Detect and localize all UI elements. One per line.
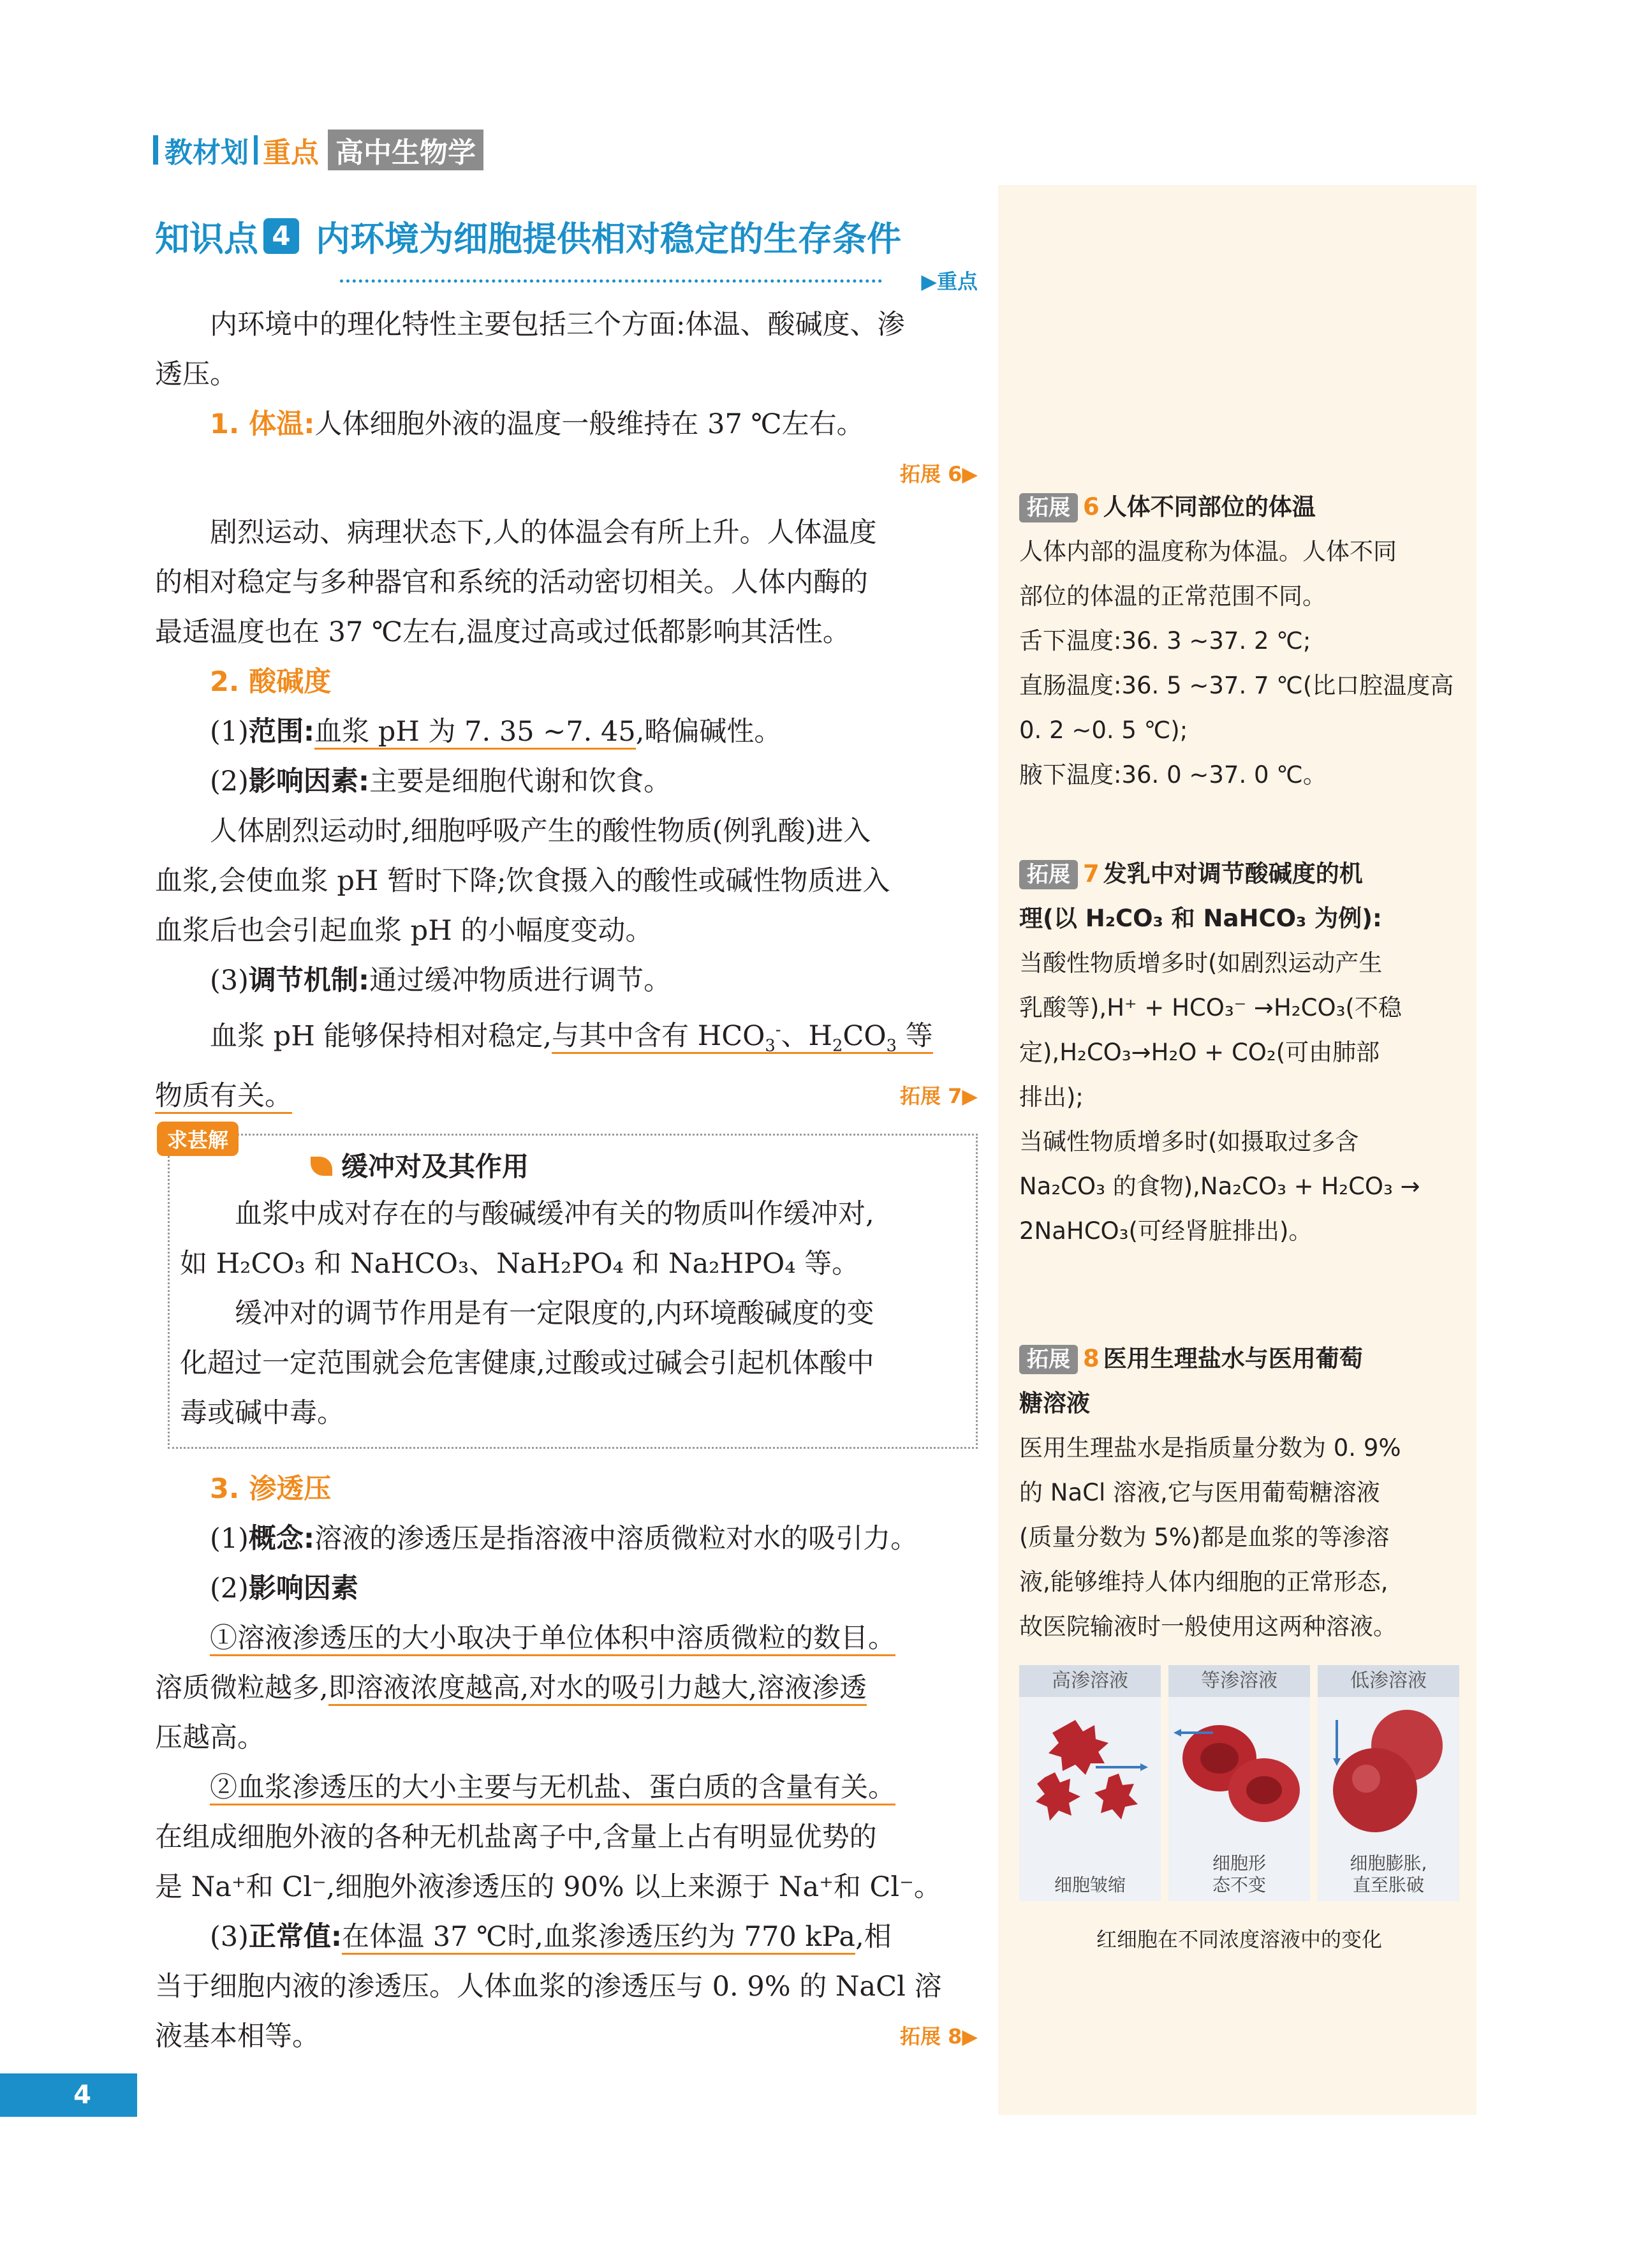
ext7-tag: 拓展 xyxy=(1019,860,1078,889)
hco3-sup: - xyxy=(775,1021,781,1040)
isotonic-label: 等渗溶液 xyxy=(1168,1665,1310,1697)
ext6-l6: 腋下温度:36. 0 ~37. 0 ℃。 xyxy=(1019,761,1327,789)
sidebar-ext-7 xyxy=(1019,852,1459,1254)
ph-range-line xyxy=(155,707,978,757)
ph-range-head: 范围: xyxy=(248,716,315,748)
osm-b1 xyxy=(155,1763,978,1812)
ph-mech-num: (3) xyxy=(210,965,249,997)
ph-para-2: 血浆,会使血浆 pH 暂时下降;饮食摄入的酸性或碱性物质进入 xyxy=(155,865,890,897)
explain-title-text: 缓冲对及其作用 xyxy=(341,1150,529,1182)
ph-factor-num: (2) xyxy=(210,766,249,797)
osm-n-head: 正常值: xyxy=(248,1920,342,1953)
ext6-num: 6 xyxy=(1083,493,1100,521)
ext8-l4: 液,能够维持人体内细胞的正常形态, xyxy=(1019,1568,1388,1596)
ext6-tag: 拓展 xyxy=(1019,493,1078,523)
ext8-num: 8 xyxy=(1083,1345,1100,1372)
box-para-1b: 如 H₂CO₃ 和 NaHCO₃、NaH₂PO₄ 和 Na₂HPO₄ 等。 xyxy=(180,1247,860,1280)
osm-heading: 3. 渗透压 xyxy=(210,1472,332,1505)
ext7-l5: 当碱性物质增多时(如摄取过多含 xyxy=(1019,1128,1359,1155)
kp-title: 内环境为细胞提供相对稳定的生存条件 xyxy=(316,218,901,259)
kp-label: 知识点 xyxy=(155,218,258,259)
hypotonic-label: 低渗溶液 xyxy=(1318,1665,1459,1697)
temp-para-1: 剧烈运动、病理状态下,人的体温会有所上升。人体温度 xyxy=(210,517,877,549)
temp-text: 人体细胞外液的温度一般维持在 37 ℃左右。 xyxy=(314,408,864,440)
ext6-title-text: 人体不同部位的体温 xyxy=(1103,493,1316,521)
header-divider xyxy=(254,135,258,165)
isotonic-result-b: 态不变 xyxy=(1212,1874,1266,1895)
ph-buffer-a: 血浆 pH 能够保持相对稳定, xyxy=(210,1020,552,1053)
extension-7-link[interactable]: 拓展 7▶ xyxy=(899,1083,978,1108)
osm-n-b: 当于细胞内液的渗透压。人体血浆的渗透压与 0. 9% 的 NaCl 溶 xyxy=(155,1970,942,2003)
page-number: 4 xyxy=(73,2080,91,2110)
osm-a1-ul: ①溶液渗透压的大小取决于单位体积中溶质微粒的数目。 xyxy=(210,1622,895,1656)
ph-buffer-ul2: 物质有关。 xyxy=(155,1080,292,1114)
hypertonic-panel xyxy=(1019,1665,1161,1901)
ph-mech-head: 调节机制: xyxy=(248,965,370,997)
hypotonic-panel xyxy=(1318,1665,1459,1901)
ext7-title-a: 发乳中对调节酸碱度的机 xyxy=(1103,860,1363,887)
intro-line-1: 内环境中的理化特性主要包括三个方面:体温、酸碱度、渗 xyxy=(210,309,905,341)
running-header xyxy=(153,133,483,167)
osm-a3: 压越高。 xyxy=(155,1721,265,1754)
ph-mech-text: 通过缓冲物质进行调节。 xyxy=(369,965,672,997)
osm-n-tail: ,相 xyxy=(855,1920,892,1953)
explain-tag: 求甚解 xyxy=(157,1122,239,1156)
temp-line xyxy=(155,399,978,449)
header-subject: 高中生物学 xyxy=(328,130,483,170)
sidebar-ext-6 xyxy=(1019,485,1459,797)
key-marker-row xyxy=(155,262,978,300)
osm-factor-line xyxy=(155,1564,978,1613)
ph-factor-line xyxy=(155,757,978,806)
intro-line-2: 透压。 xyxy=(155,359,237,390)
h2co3-sub2: 3 xyxy=(886,1036,897,1056)
ext6-l4: 直肠温度:36. 5 ~37. 7 ℃(比口腔温度高 xyxy=(1019,672,1454,699)
header-brand-b: 重点 xyxy=(263,137,319,169)
hypotonic-result-b: 直至胀破 xyxy=(1352,1874,1424,1895)
ext7-l2: 乳酸等),H⁺ + HCO₃⁻ →H₂CO₃(不稳 xyxy=(1019,994,1402,1021)
extension-8-link[interactable]: 拓展 8▶ xyxy=(899,2024,978,2049)
ph-heading: 2. 酸碱度 xyxy=(210,666,332,698)
osm-b3: 是 Na⁺和 Cl⁻,细胞外液渗透压的 90% 以上来源于 Na⁺和 Cl⁻。 xyxy=(155,1871,941,1903)
box-para-1a: 血浆中成对存在的与酸碱缓冲有关的物质叫作缓冲对, xyxy=(235,1197,874,1230)
ext7-num: 7 xyxy=(1083,860,1100,887)
leaf-icon xyxy=(311,1157,332,1176)
ext7-l1: 当酸性物质增多时(如剧烈运动产生 xyxy=(1019,949,1383,977)
osm-c-num: (1) xyxy=(210,1522,249,1555)
osm-n-num: (3) xyxy=(210,1920,249,1953)
osm-f-head: 影响因素 xyxy=(248,1572,358,1605)
rbc-figure xyxy=(1019,1665,1459,1901)
ext7-l7: 2NaHCO₃(可经肾脏排出)。 xyxy=(1019,1217,1313,1245)
ext6-title xyxy=(1019,485,1459,530)
extension-6-link[interactable]: 拓展 6▶ xyxy=(899,462,978,486)
box-para-2b: 化超过一定范围就会危害健康,过酸或过碱会引起机体酸中 xyxy=(180,1347,874,1379)
hypertonic-result xyxy=(1019,1874,1161,1896)
ext7-title xyxy=(1019,852,1459,896)
hypotonic-result xyxy=(1318,1853,1459,1896)
ext8-title-b: 糖溶液 xyxy=(1019,1390,1090,1417)
ext8-l1: 医用生理盐水是指质量分数为 0. 9% xyxy=(1019,1434,1401,1462)
hypertonic-result-text: 细胞皱缩 xyxy=(1054,1874,1126,1895)
ext6-l3: 舌下温度:36. 3 ~37. 2 ℃; xyxy=(1019,627,1311,655)
ext8-l5: 故医院输液时一般使用这两种溶液。 xyxy=(1019,1613,1397,1640)
osm-normal-line xyxy=(155,1912,978,1962)
osm-a2 xyxy=(155,1663,978,1713)
temp-para-2: 的相对稳定与多种器官和系统的活动密切相关。人体内酶的 xyxy=(155,567,868,598)
hco3-sub: 3 xyxy=(765,1036,776,1056)
ext6-l5: 0. 2 ~0. 5 ℃); xyxy=(1019,716,1188,744)
ph-range-tail: ,略偏碱性。 xyxy=(635,716,782,748)
osm-f-num: (2) xyxy=(210,1572,249,1605)
h2co3-a: 、H xyxy=(781,1020,832,1053)
box-para-2c: 毒或碱中毒。 xyxy=(180,1397,344,1429)
ph-buffer-line xyxy=(155,1005,978,1071)
ph-para-1: 人体剧烈运动时,细胞呼吸产生的酸性物质(例乳酸)进入 xyxy=(210,815,871,847)
ext8-l3: (质量分数为 5%)都是血浆的等渗溶 xyxy=(1019,1523,1390,1551)
shrunken-cell-icon xyxy=(1019,1701,1161,1848)
ext6-l2: 部位的体温的正常范围不同。 xyxy=(1019,582,1326,610)
osm-b2: 在组成细胞外液的各种无机盐离子中,含量上占有明显优势的 xyxy=(155,1821,877,1853)
ext7-l3: 定),H₂CO₃→H₂O + CO₂(可由肺部 xyxy=(1019,1039,1380,1066)
osm-n-c xyxy=(155,2012,978,2061)
ph-buffer-ul xyxy=(552,1020,933,1054)
sidebar-ext-8 xyxy=(1019,1337,1459,1649)
hco3-a: 与其中含有 HCO xyxy=(552,1020,765,1053)
ph-factor-text: 主要是细胞代谢和饮食。 xyxy=(369,766,672,797)
main-column xyxy=(155,211,978,2061)
ph-range-num: (1) xyxy=(210,716,249,748)
osm-a1 xyxy=(155,1613,978,1663)
isotonic-result-a: 细胞形 xyxy=(1212,1853,1266,1874)
ext7-title-b: 理(以 H₂CO₃ 和 NaHCO₃ 为例): xyxy=(1019,905,1382,932)
kp-number-badge: 4 xyxy=(263,218,299,254)
ext8-l2: 的 NaCl 溶液,它与医用葡萄糖溶液 xyxy=(1019,1479,1380,1506)
dotted-rule xyxy=(340,279,882,283)
h2co3-sub1: 2 xyxy=(832,1036,843,1056)
isotonic-panel xyxy=(1168,1665,1310,1901)
ph-buffer-line-2 xyxy=(155,1071,978,1121)
page-number-tab xyxy=(0,2073,137,2117)
ph-mechanism-line xyxy=(155,956,978,1005)
explain-box xyxy=(167,1127,978,1449)
header-bar xyxy=(153,135,158,165)
hypotonic-result-a: 细胞膨胀, xyxy=(1350,1853,1427,1874)
ext8-title xyxy=(1019,1337,1459,1381)
isotonic-result xyxy=(1168,1853,1310,1896)
swollen-cell-icon xyxy=(1318,1701,1459,1848)
osm-c-text: 溶液的渗透压是指溶液中溶质微粒对水的吸引力。 xyxy=(314,1522,918,1555)
osm-a2-ul: 即溶液浓度越高,对水的吸引力越大,溶液渗透 xyxy=(328,1672,867,1706)
normal-cell-icon xyxy=(1168,1701,1310,1848)
temp-heading: 1. 体温: xyxy=(210,408,315,440)
hypertonic-label: 高渗溶液 xyxy=(1019,1665,1161,1697)
osm-b1-ul: ②血浆渗透压的大小主要与无机盐、蛋白质的含量有关。 xyxy=(210,1772,895,1805)
ph-factor-head: 影响因素: xyxy=(248,766,370,797)
section-heading xyxy=(155,211,978,262)
ph-buffer-end: 等 xyxy=(897,1020,933,1053)
key-point-marker: ▶重点 xyxy=(921,269,978,293)
ph-para-3: 血浆后也会引起血浆 pH 的小幅度变动。 xyxy=(155,915,653,947)
osm-a2-a: 溶质微粒越多, xyxy=(155,1671,328,1704)
osm-c-head: 概念: xyxy=(248,1522,315,1555)
ext7-l4: 排出); xyxy=(1019,1083,1084,1111)
ext6-l1: 人体内部的温度称为体温。人体不同 xyxy=(1019,538,1397,565)
explain-title xyxy=(311,1145,966,1189)
osm-concept-line xyxy=(155,1514,978,1564)
ph-range-value: 血浆 pH 为 7. 35 ~7. 45 xyxy=(314,716,636,750)
figure-caption: 红细胞在不同浓度溶液中的变化 xyxy=(1096,1927,1382,1952)
ext8-tag: 拓展 xyxy=(1019,1345,1078,1374)
ext8-title-a: 医用生理盐水与医用葡萄 xyxy=(1103,1345,1363,1372)
header-brand-a: 教材划 xyxy=(165,137,249,169)
box-para-2a: 缓冲对的调节作用是有一定限度的,内环境酸碱度的变 xyxy=(235,1297,874,1330)
osm-n-ul: 在体温 37 ℃时,血浆渗透压约为 770 kPa xyxy=(342,1921,855,1955)
ext7-l6: Na₂CO₃ 的食物),Na₂CO₃ + H₂CO₃ → xyxy=(1019,1173,1420,1200)
osm-n-c-text: 液基本相等。 xyxy=(155,2020,320,2052)
h2co3-b: CO xyxy=(843,1020,887,1053)
temp-para-3: 最适温度也在 37 ℃左右,温度过高或过低都影响其活性。 xyxy=(155,616,850,648)
